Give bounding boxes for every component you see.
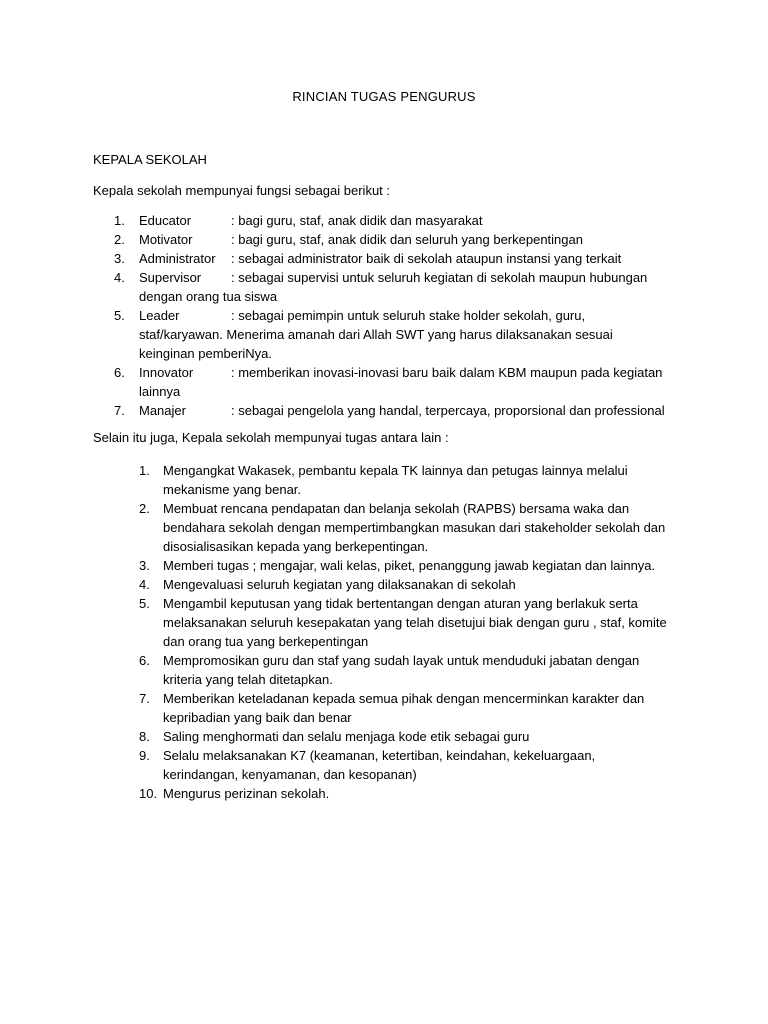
list-item — [0, 594, 768, 651]
list-item — [0, 499, 768, 556]
list-item — [0, 727, 768, 746]
tasks-intro: Selain itu juga, Kepala sekolah mempunyai tugas antara lain : — [93, 430, 449, 445]
item-number: 7. — [139, 691, 150, 706]
item-number: 10. — [139, 786, 158, 801]
list-item — [0, 461, 768, 499]
list-item — [0, 575, 768, 594]
item-number: 8. — [139, 729, 150, 744]
item-text: Memberi tugas ; mengajar, wali kelas, piket, penanggung jawab kegiatan dan lainnya. — [163, 558, 656, 573]
functions-list — [0, 211, 768, 420]
list-item — [0, 651, 768, 689]
item-description: : bagi guru, staf, anak didik dan seluruh yang berkepentingan — [231, 232, 583, 247]
item-description: : bagi guru, staf, anak didik dan masyarakat — [231, 213, 483, 228]
item-number: 2. — [139, 501, 150, 516]
item-text: Mengangkat Wakasek, pembantu kepala TK lainnya dan petugas lainnya melalui mekanisme yang benar. — [163, 463, 628, 497]
list-item — [0, 746, 768, 784]
item-text: Saling menghormati dan selalu menjaga kode etik sebagai guru — [163, 729, 530, 744]
document-title: RINCIAN TUGAS PENGURUS — [292, 89, 476, 104]
item-number: 6. — [114, 365, 125, 380]
item-term: Leader — [139, 308, 180, 323]
item-term: Educator — [139, 213, 192, 228]
item-description: : sebagai pemimpin untuk seluruh stake holder sekolah, guru, staf/karyawan. Menerima amanah dari Allah SWT yang harus dilaksanakan sesuai keinginan pemberiNya. — [139, 308, 613, 361]
item-text: Memberikan keteladanan kepada semua pihak dengan mencerminkan karakter dan kepribadian yang baik dan benar — [163, 691, 645, 725]
item-number: 2. — [114, 232, 125, 247]
item-number: 9. — [139, 748, 150, 763]
functions-intro: Kepala sekolah mempunyai fungsi sebagai berikut : — [93, 183, 391, 198]
item-text: Selalu melaksanakan K7 (keamanan, ketertiban, keindahan, kekeluargaan, kerindangan, kenyamanan, dan kesopanan) — [163, 748, 596, 782]
item-number: 3. — [114, 251, 125, 266]
item-number: 1. — [114, 213, 125, 228]
list-item — [0, 211, 768, 230]
item-description: : sebagai supervisi untuk seluruh kegiatan di sekolah maupun hubungan dengan orang tua siswa — [139, 270, 648, 304]
item-number: 6. — [139, 653, 150, 668]
item-number: 4. — [114, 270, 125, 285]
list-item — [0, 306, 768, 363]
item-description: : sebagai administrator baik di sekolah ataupun instansi yang terkait — [231, 251, 622, 266]
item-text: Mengambil keputusan yang tidak bertentangan dengan aturan yang berlakuk serta melaksanakan seluruh kesepakatan yang telah disetujui biak dengan guru , staf, komite dan orang tua yang berkepentingan — [163, 596, 667, 649]
item-text: Membuat rencana pendapatan dan belanja sekolah (RAPBS) bersama waka dan bendahara sekolah dengan mempertimbangkan masukan dari stakeholder sekolah dan disosialisasikan kepada yang berkepentingan. — [163, 501, 666, 554]
item-term: Administrator — [139, 251, 216, 266]
section-heading: KEPALA SEKOLAH — [93, 152, 207, 167]
list-item — [0, 230, 768, 249]
item-number: 3. — [139, 558, 150, 573]
item-term: Manajer — [139, 403, 186, 418]
tasks-list — [0, 461, 768, 803]
item-description: : sebagai pengelola yang handal, terpercaya, proporsional dan professional — [231, 403, 665, 418]
list-item — [0, 363, 768, 401]
list-item — [0, 556, 768, 575]
item-text: Mengurus perizinan sekolah. — [163, 786, 330, 801]
item-text: Mengevaluasi seluruh kegiatan yang dilaksanakan di sekolah — [163, 577, 516, 592]
item-term: Innovator — [139, 365, 194, 380]
list-item — [0, 249, 768, 268]
item-number: 5. — [114, 308, 125, 323]
item-term: Motivator — [139, 232, 193, 247]
item-number: 5. — [139, 596, 150, 611]
item-number: 1. — [139, 463, 150, 478]
item-text: Mempromosikan guru dan staf yang sudah layak untuk menduduki jabatan dengan kriteria yang telah ditetapkan. — [163, 653, 640, 687]
list-item — [0, 689, 768, 727]
item-description: : memberikan inovasi-inovasi baru baik dalam KBM maupun pada kegiatan lainnya — [139, 365, 663, 399]
list-item — [0, 784, 768, 803]
item-number: 4. — [139, 577, 150, 592]
item-number: 7. — [114, 403, 125, 418]
item-term: Supervisor — [139, 270, 202, 285]
list-item — [0, 268, 768, 306]
list-item — [0, 401, 768, 420]
